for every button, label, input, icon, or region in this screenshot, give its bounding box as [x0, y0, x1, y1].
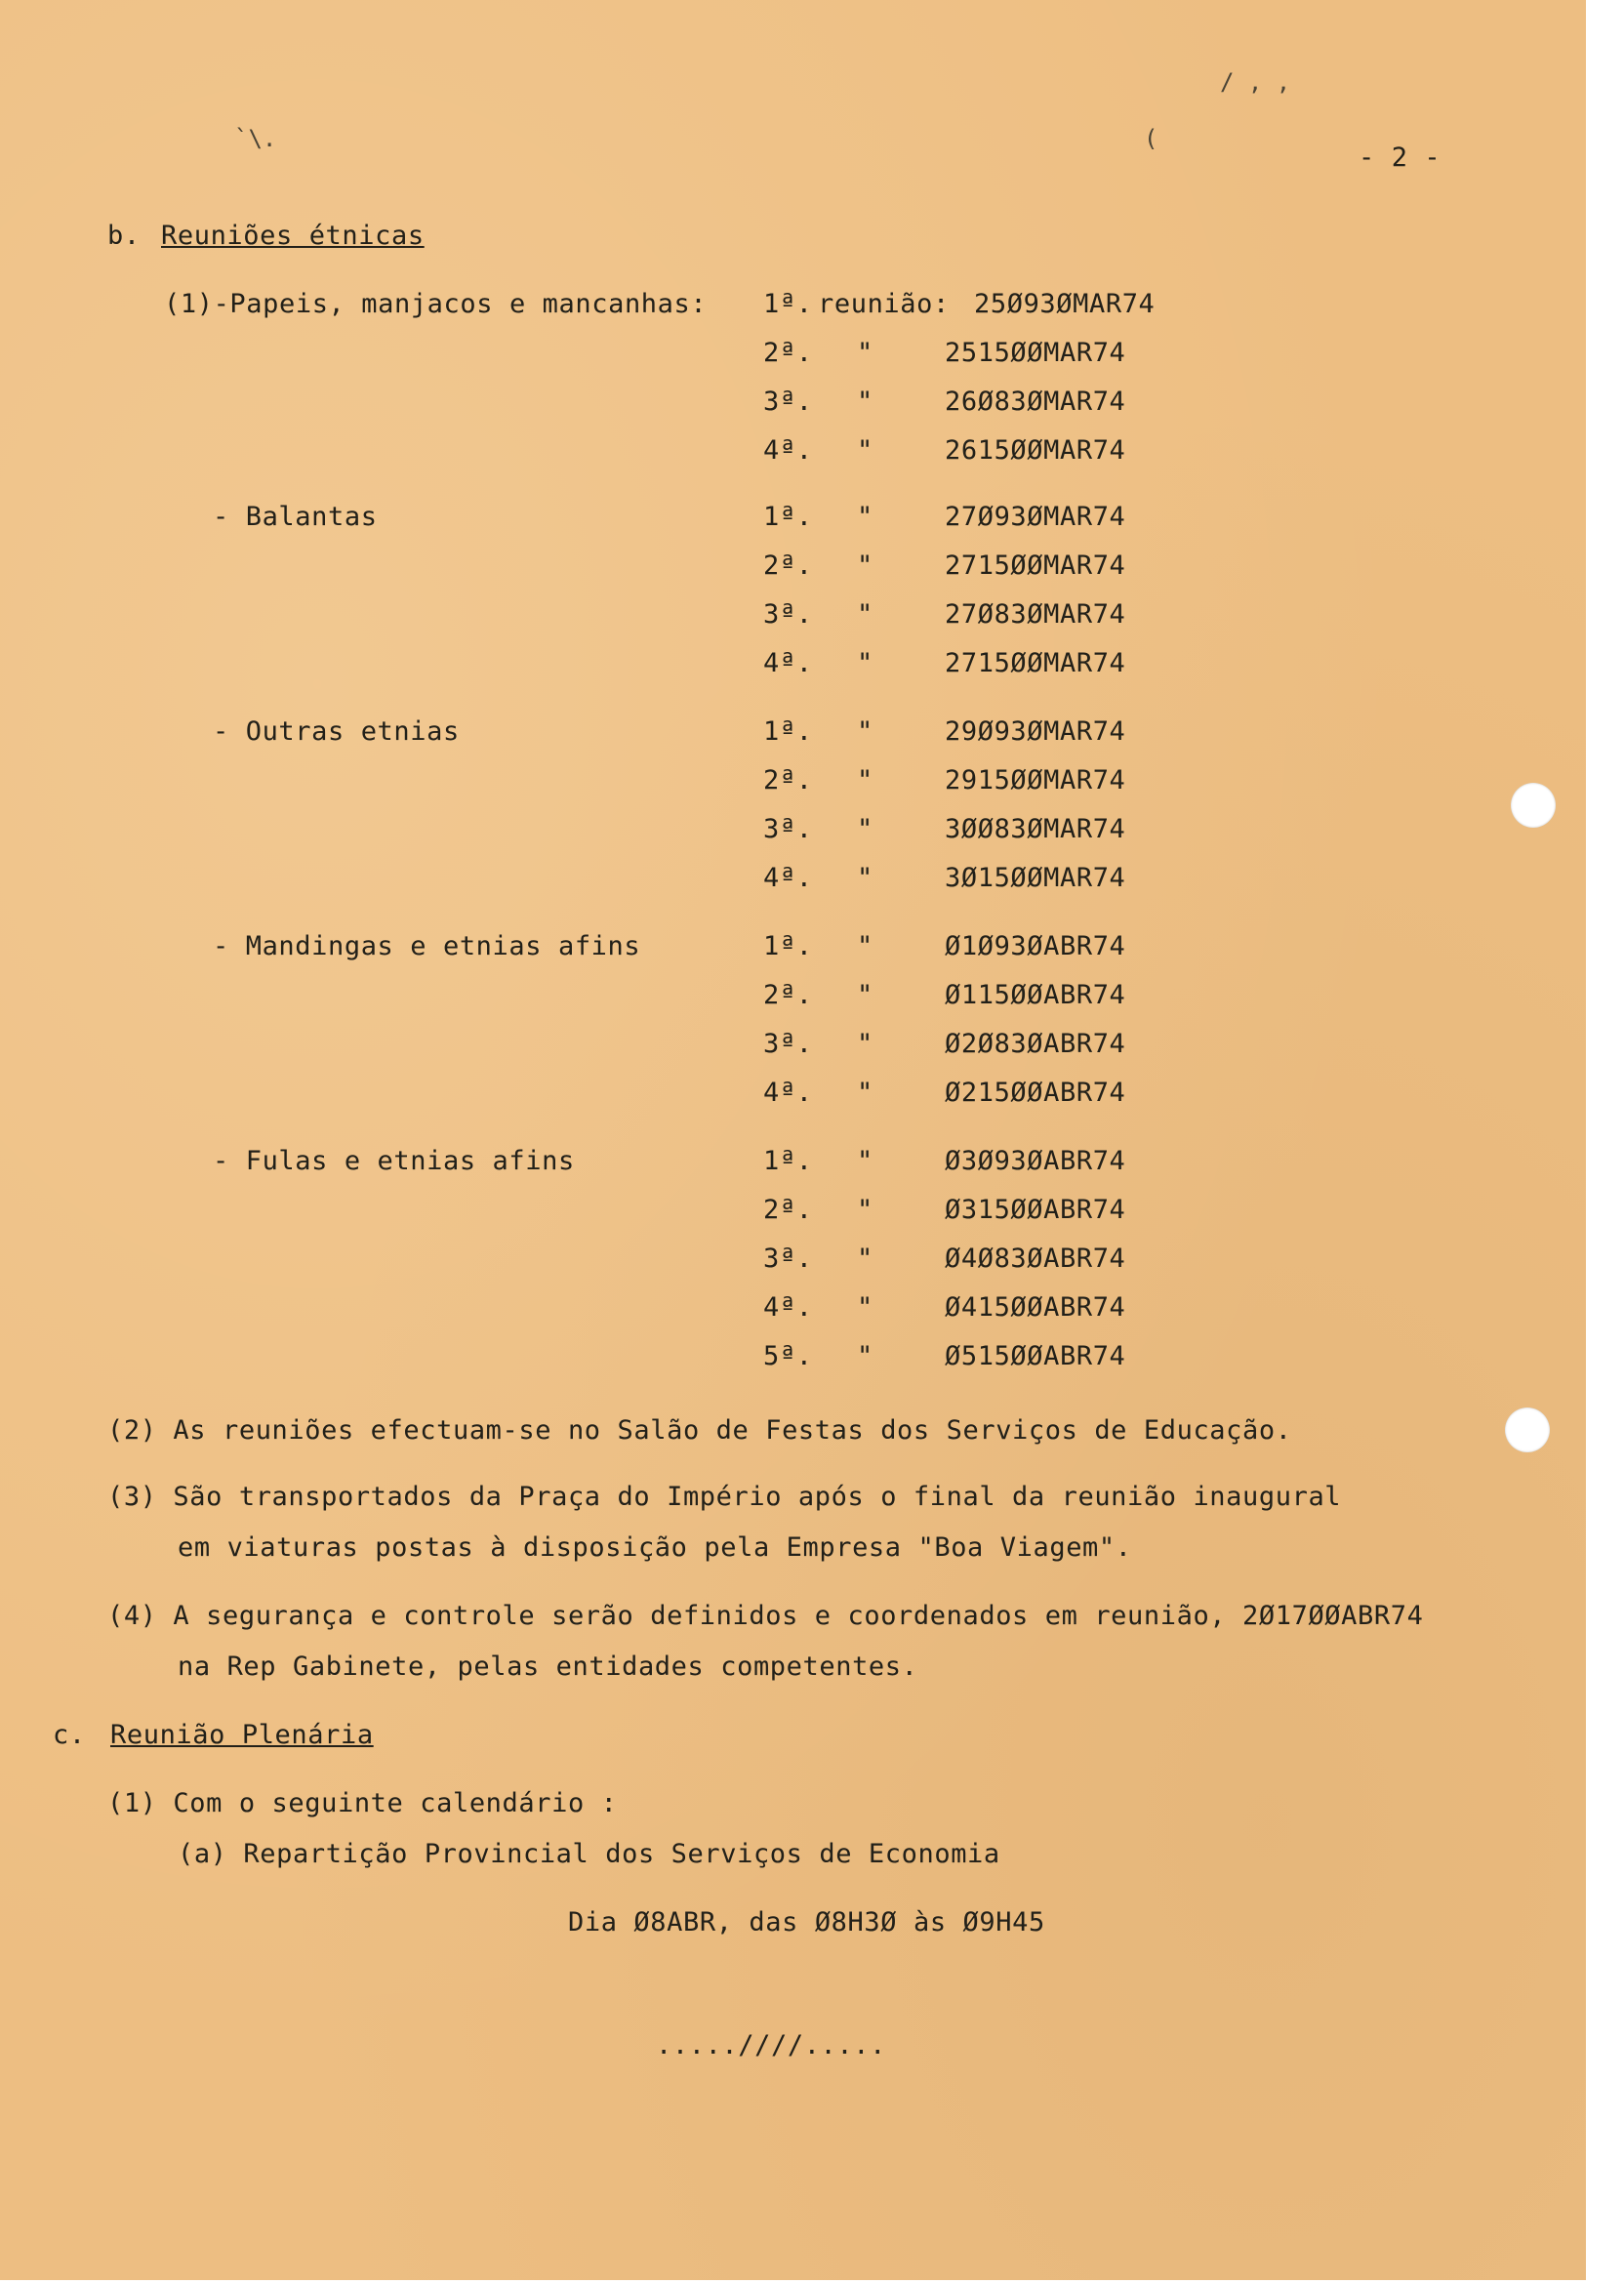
stray-mark-top-right: / , , [1220, 68, 1291, 96]
stray-mark-top-left: `\. [234, 125, 277, 152]
ditto-mark: " [857, 502, 873, 532]
ordinal-3: 3ª. [763, 599, 813, 630]
ditto-mark: " [857, 387, 873, 417]
note-3-line-1: (3) São transportados da Praça do Império após o final da reunião inaugural [107, 1482, 1342, 1512]
ordinal-1: 1ª. [763, 716, 813, 747]
date-value: 3Ø15ØØMAR74 [945, 863, 1126, 893]
ordinal-3: 3ª. [763, 387, 813, 417]
ordinal-2: 2ª. [763, 1195, 813, 1225]
ditto-mark: " [857, 1195, 873, 1225]
ditto-mark: " [857, 435, 873, 466]
ditto-mark: " [857, 1146, 873, 1176]
note-3-line-2: em viaturas postas à disposição pela Empresa "Boa Viagem". [178, 1532, 1132, 1563]
date-value: 2915ØØMAR74 [945, 765, 1126, 795]
ordinal-2: 2ª. [763, 551, 813, 581]
ordinal-2: 2ª. [763, 980, 813, 1010]
ordinal-4: 4ª. [763, 435, 813, 466]
ordinal-4: 4ª. [763, 648, 813, 678]
ditto-mark: " [857, 1244, 873, 1274]
ditto-mark: " [857, 931, 873, 961]
punch-hole-lower [1505, 1407, 1550, 1452]
date-value: Ø215ØØABR74 [945, 1078, 1126, 1108]
group-label-outras-etnias: - Outras etnias [213, 716, 460, 747]
ditto-mark: " [857, 1292, 873, 1323]
punch-hole-upper [1511, 783, 1556, 828]
ditto-mark: " [857, 716, 873, 747]
ordinal-4: 4ª. [763, 1292, 813, 1323]
ordinal-1: 1ª. [763, 289, 813, 319]
date-value: Ø515ØØABR74 [945, 1341, 1126, 1371]
date-value: Ø315ØØABR74 [945, 1195, 1126, 1225]
date-value: 2715ØØMAR74 [945, 648, 1126, 678]
section-b-letter: b. [107, 221, 141, 251]
ditto-mark: " [857, 1078, 873, 1108]
ordinal-1: 1ª. [763, 502, 813, 532]
note-2: (2) As reuniões efectuam-se no Salão de Festas dos Serviços de Educação. [107, 1415, 1292, 1446]
note-4-line-1: (4) A segurança e controle serão definidos e coordenados em reunião, 2Ø17ØØABR74 [107, 1601, 1424, 1631]
date-value: Ø1Ø93ØABR74 [945, 931, 1126, 961]
ditto-mark: " [857, 648, 873, 678]
ditto-reuniao: reunião: [818, 289, 950, 319]
date-value: 27Ø83ØMAR74 [945, 599, 1126, 630]
ordinal-2: 2ª. [763, 765, 813, 795]
ditto-mark: " [857, 1029, 873, 1059]
item-1a-department: (a) Repartição Provincial dos Serviços de Economia [178, 1839, 1000, 1869]
section-c-title: Reunião Plenária [110, 1720, 374, 1750]
section-c-letter: c. [53, 1720, 86, 1750]
date-value: 2615ØØMAR74 [945, 435, 1126, 466]
ditto-mark: " [857, 1341, 873, 1371]
date-value: 3ØØ83ØMAR74 [945, 814, 1126, 844]
ditto-mark: " [857, 863, 873, 893]
group-label-papeis: (1)-Papeis, manjacos e mancanhas: [164, 289, 708, 319]
date-value: Ø115ØØABR74 [945, 980, 1126, 1010]
date-value: 26Ø83ØMAR74 [945, 387, 1126, 417]
group-label-mandingas: - Mandingas e etnias afins [213, 931, 641, 961]
ordinal-5: 5ª. [763, 1341, 813, 1371]
date-value: 25Ø93ØMAR74 [974, 289, 1156, 319]
date-value: 2715ØØMAR74 [945, 551, 1126, 581]
ordinal-1: 1ª. [763, 1146, 813, 1176]
section-b-title: Reuniões étnicas [161, 221, 425, 251]
ordinal-2: 2ª. [763, 338, 813, 368]
ditto-mark: " [857, 599, 873, 630]
ordinal-3: 3ª. [763, 1029, 813, 1059]
ordinal-1: 1ª. [763, 931, 813, 961]
item-1-calendar: (1) Com o seguinte calendário : [107, 1788, 618, 1818]
group-label-fulas: - Fulas e etnias afins [213, 1146, 575, 1176]
date-value: Ø3Ø93ØABR74 [945, 1146, 1126, 1176]
note-4-line-2: na Rep Gabinete, pelas entidades competentes. [178, 1652, 918, 1682]
ditto-mark: " [857, 980, 873, 1010]
ditto-mark: " [857, 814, 873, 844]
ordinal-3: 3ª. [763, 1244, 813, 1274]
ditto-mark: " [857, 338, 873, 368]
ordinal-4: 4ª. [763, 863, 813, 893]
group-label-balantas: - Balantas [213, 502, 378, 532]
date-value: 2515ØØMAR74 [945, 338, 1126, 368]
page-number: - 2 - [1359, 143, 1441, 173]
end-mark: .....////..... [656, 2030, 886, 2060]
date-value: Ø4Ø83ØABR74 [945, 1244, 1126, 1274]
ditto-mark: " [857, 551, 873, 581]
stray-mark-top-center: ( [1144, 125, 1158, 152]
ordinal-3: 3ª. [763, 814, 813, 844]
ordinal-4: 4ª. [763, 1078, 813, 1108]
date-value: Ø415ØØABR74 [945, 1292, 1126, 1323]
date-value: 27Ø93ØMAR74 [945, 502, 1126, 532]
date-value: 29Ø93ØMAR74 [945, 716, 1126, 747]
date-value: Ø2Ø83ØABR74 [945, 1029, 1126, 1059]
schedule-line: Dia Ø8ABR, das Ø8H3Ø às Ø9H45 [568, 1907, 1045, 1937]
ditto-mark: " [857, 765, 873, 795]
